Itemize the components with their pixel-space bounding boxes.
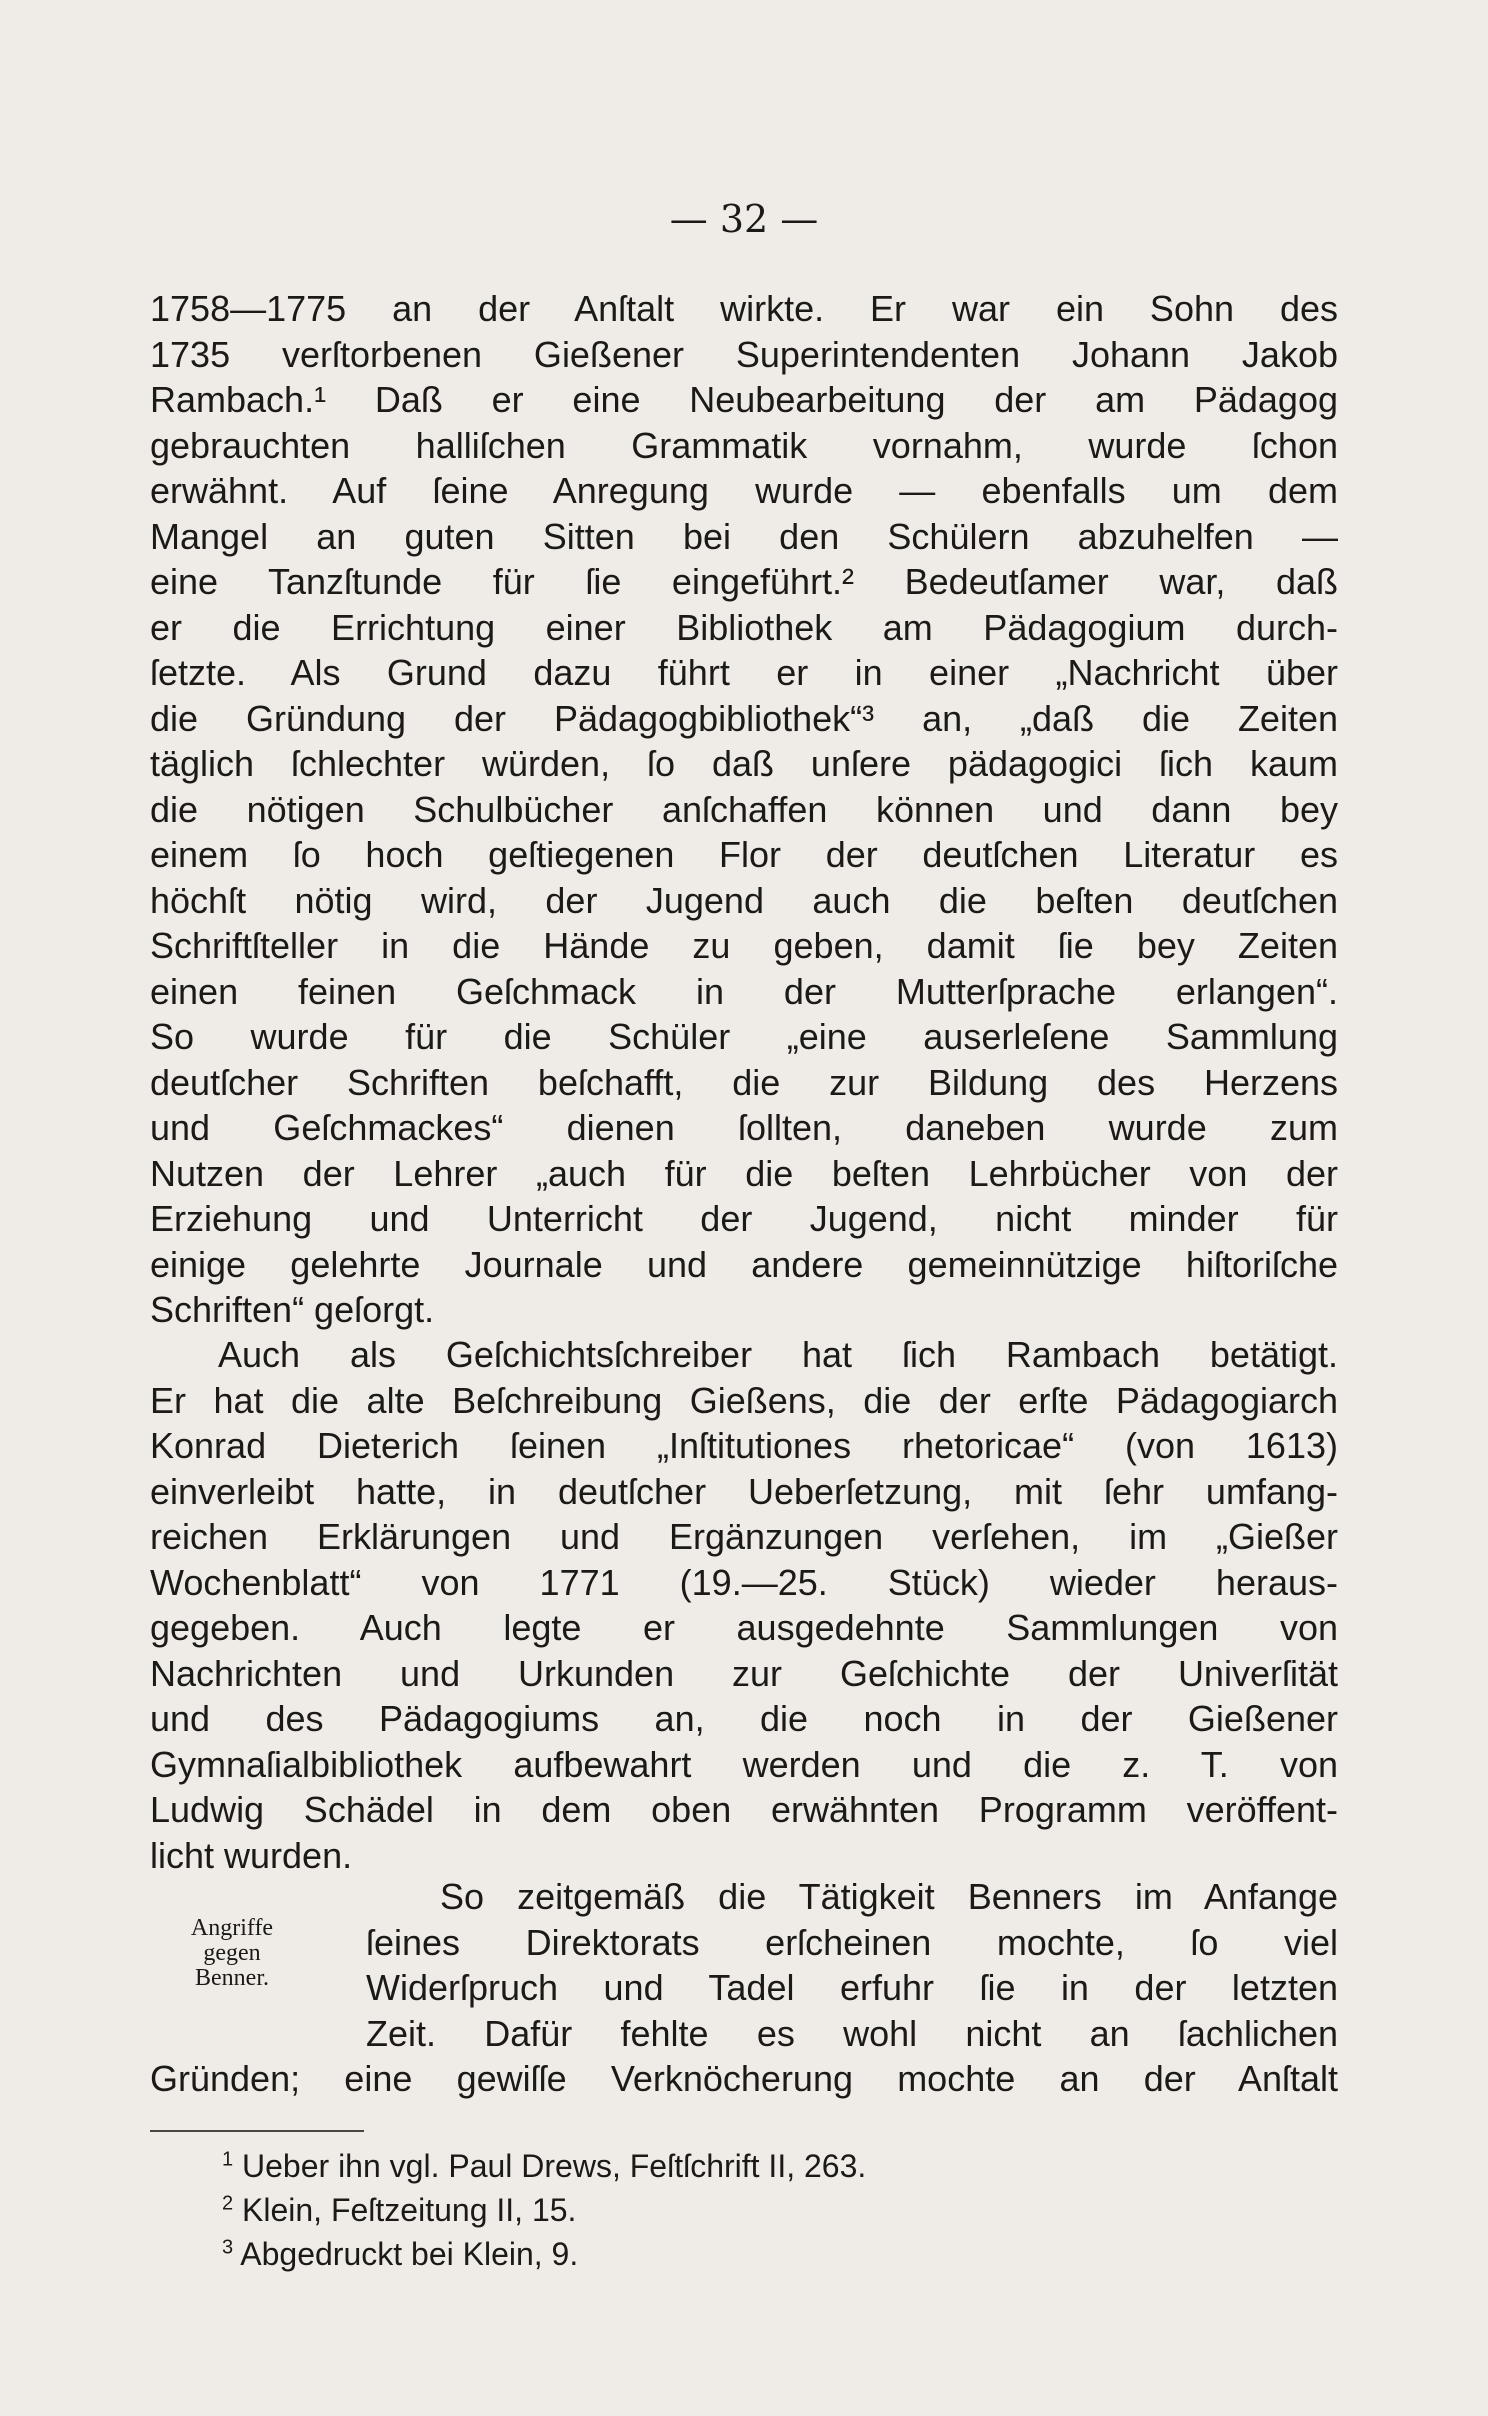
text-line: einem ſo hoch geſtiegenen Flor der deutſchen Literatur es [150,834,1338,875]
footnote-mark: 1 [222,2148,234,2171]
text-line: deutſcher Schriften beſchafft, die zur Bildung des Herzens [150,1061,1338,1103]
paragraph-3 [150,1874,1338,2102]
text-line: höchſt nötig wird, der Jugend auch die beſten deutſchen [150,879,1338,921]
page-number: — 32 — [669,197,819,241]
text-line: und Geſchmackes“ dienen ſollten, daneben wurde zum [150,1107,1338,1148]
paragraph-2 [150,1332,1338,1878]
text-line: Nutzen der Lehrer „auch für die beſten Lehrbücher von der [150,1152,1338,1194]
margin-note-line: Benner. [195,1965,269,1991]
text-line: Nachrichten und Urkunden zur Geſchichte der Univerſität [150,1652,1338,1694]
text-line: Auch als Geſchichtsſchreiber hat ſich Rambach betätigt. [218,1334,1338,1375]
text-line: Erziehung und Unterricht der Jugend, nicht minder für [150,1198,1338,1239]
text-line: reichen Erklärungen und Ergänzungen verſehen, im „Gießer [150,1516,1338,1557]
text-line: gegeben. Auch legte er ausgedehnte Sammlungen von [150,1607,1338,1648]
footnote-separator [150,2130,364,2132]
footnote-text: Abgedruckt bei Klein, 9. [240,2236,579,2272]
margin-note-line: Angriffe [190,1915,274,1941]
footnotes [222,2144,866,2276]
text-line: Mangel an guten Sitten bei den Schülern abzuhelfen — [150,515,1338,557]
text-line: Widerſpruch und Tadel erfuhr ſie in der letzten [366,1967,1338,2008]
text-line: einverleibt hatte, in deutſcher Ueberſetzung, mit ſehr umfang- [150,1470,1338,1512]
text-line: er die Errichtung einer Bibliothek am Pädagogium durch- [150,606,1338,648]
text-line: 1758—1775 an der Anſtalt wirkte. Er war ein Sohn des [150,288,1338,329]
text-line: Zeit. Dafür fehlte es wohl nicht an ſachlichen [366,2012,1338,2054]
footnote-text: Ueber ihn vgl. Paul Drews, Feſtſchrift II, 263. [242,2148,867,2184]
text-line: 1735 verſtorbenen Gießener Superintendenten Johann Jakob [150,333,1338,375]
footnote-mark: 2 [222,2192,234,2215]
footnote-2 [222,2188,866,2232]
text-line: ſetzte. Als Grund dazu führt er in einer „Nachricht über [150,652,1338,693]
text-line: ſeines Direktorats erſcheinen mochte, ſo viel [366,1921,1338,1963]
text-line: licht wurden. [150,1834,353,1876]
text-line: und des Pädagogiums an, die noch in der Gießener [150,1698,1338,1739]
text-line: Er hat die alte Beſchreibung Gießens, die der erſte Pädagogiarch [150,1379,1338,1421]
text-line: Rambach.¹ Daß er eine Neubearbeitung der am Pädagog [150,379,1338,420]
text-line: täglich ſchlechter würden, ſo daß unſere pädagogici ſich kaum [150,743,1338,784]
paragraph-1 [150,286,1338,1333]
text-line: Gründen; eine gewiſſe Verknöcherung mochte an der Anſtalt [150,2058,1338,2099]
text-line: die Gründung der Pädagogbibliothek“³ an, „daß die Zeiten [150,697,1338,739]
text-line: erwähnt. Auf ſeine Anregung wurde — ebenfalls um dem [150,470,1338,511]
text-line: Gymnaſialbibliothek aufbewahrt werden und die z. T. von [150,1743,1338,1785]
text-line: Schriften“ geſorgt. [150,1289,435,1330]
text-line: Wochenblatt“ von 1771 (19.—25. Stück) wieder heraus- [150,1561,1338,1603]
footnote-text: Klein, Feſtzeitung II, 15. [242,2192,577,2228]
text-line: eine Tanzſtunde für ſie eingeführt.² Bedeutſamer war, daß [150,561,1338,602]
footnote-1 [222,2144,866,2188]
text-line: die nötigen Schulbücher anſchaffen können und dann bey [150,788,1338,830]
margin-note-line: gegen [203,1940,261,1966]
text-line: Konrad Dieterich ſeinen „Inſtitutiones rhetoricae“ (von 1613) [150,1425,1338,1466]
text-line: einige gelehrte Journale und andere gemeinnützige hiſtoriſche [150,1243,1338,1285]
text-line: So zeitgemäß die Tätigkeit Benners im Anfange [440,1876,1338,1917]
footnote-3 [222,2232,866,2276]
text-line: einen feinen Geſchmack in der Mutterſprache erlangen“. [150,970,1338,1012]
footnote-mark: 3 [222,2236,234,2259]
text-line: gebrauchten halliſchen Grammatik vornahm, wurde ſchon [150,424,1338,466]
text-line: Schriftſteller in die Hände zu geben, damit ſie bey Zeiten [150,925,1338,966]
text-line: Ludwig Schädel in dem oben erwähnten Programm veröffent- [150,1789,1338,1830]
text-line: So wurde für die Schüler „eine auserleſene Sammlung [150,1016,1338,1057]
